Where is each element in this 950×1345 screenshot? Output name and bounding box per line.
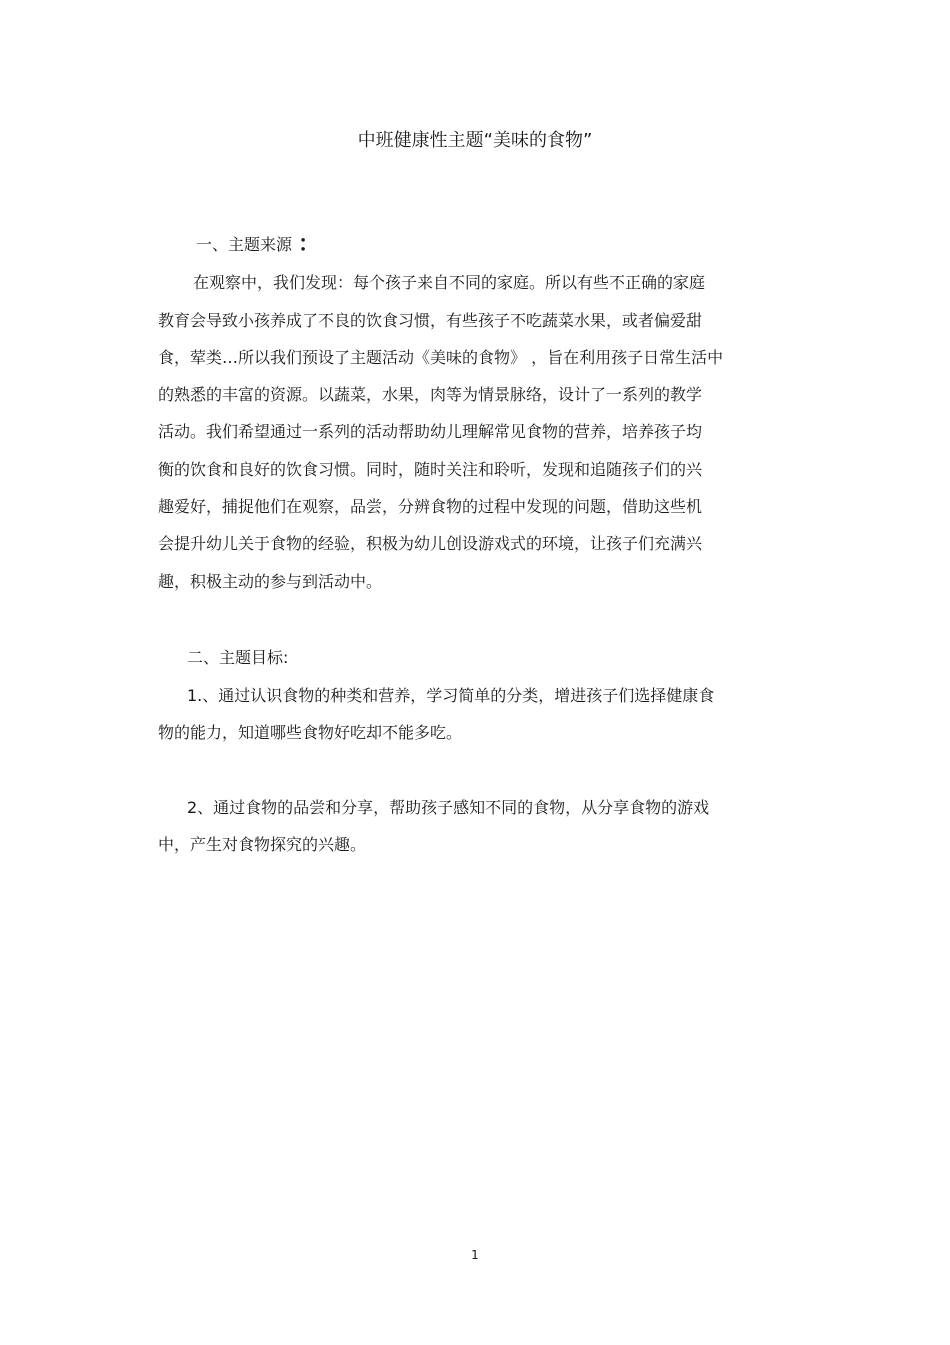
section-heading-text: 一、主题来源	[196, 235, 293, 254]
paragraph-line: 活动。我们希望通过一系列的活动帮助幼儿理解常见食物的营养，培养孩子均	[158, 422, 703, 441]
paragraph-line: 趣爱好，捕捉他们在观察，品尝，分辨食物的过程中发现的问题，借助这些机	[158, 497, 703, 516]
goal-line: 1.、通过认识食物的种类和营养，学习简单的分类，增进孩子们选择健康食	[187, 686, 715, 705]
page-title: 中班健康性主题“美味的食物”	[357, 130, 593, 151]
goal-line: 2、通过食物的品尝和分享，帮助孩子感知不同的食物，从分享食物的游戏	[187, 798, 710, 817]
paragraph-line: 的熟悉的丰富的资源。以蔬菜，水果，肉等为情景脉络，设计了一系列的教学	[158, 385, 703, 404]
paragraph-line: 食，荤类…所以我们预设了主题活动《美味的食物》 ，旨在利用孩子日常生活中	[158, 348, 724, 367]
heading-colon: ：	[298, 232, 321, 257]
paragraph-line: 教育会导致小孩养成了不良的饮食习惯，有些孩子不吃蔬菜水果，或者偏爱甜	[158, 311, 703, 330]
paragraph-line: 趣，积极主动的参与到活动中。	[158, 572, 383, 591]
goal-line: 物的能力，知道哪些食物好吃却不能多吃。	[158, 723, 463, 742]
section-heading-source	[196, 233, 320, 256]
paragraph-line: 会提升幼儿关于食物的经验，积极为幼儿创设游戏式的环境，让孩子们充满兴	[158, 534, 703, 553]
goal-line: 中，产生对食物探究的兴趣。	[158, 835, 367, 854]
section-heading-goals: 二、主题目标:	[187, 648, 289, 667]
paragraph-line: 衡的饮食和良好的饮食习惯。同时，随时关注和聆听，发现和追随孩子们的兴	[158, 460, 703, 479]
paragraph-line: 在观察中，我们发现：每个孩子来自不同的家庭。所以有些不正确的家庭	[193, 273, 706, 292]
page-number: 1	[471, 1248, 479, 1262]
